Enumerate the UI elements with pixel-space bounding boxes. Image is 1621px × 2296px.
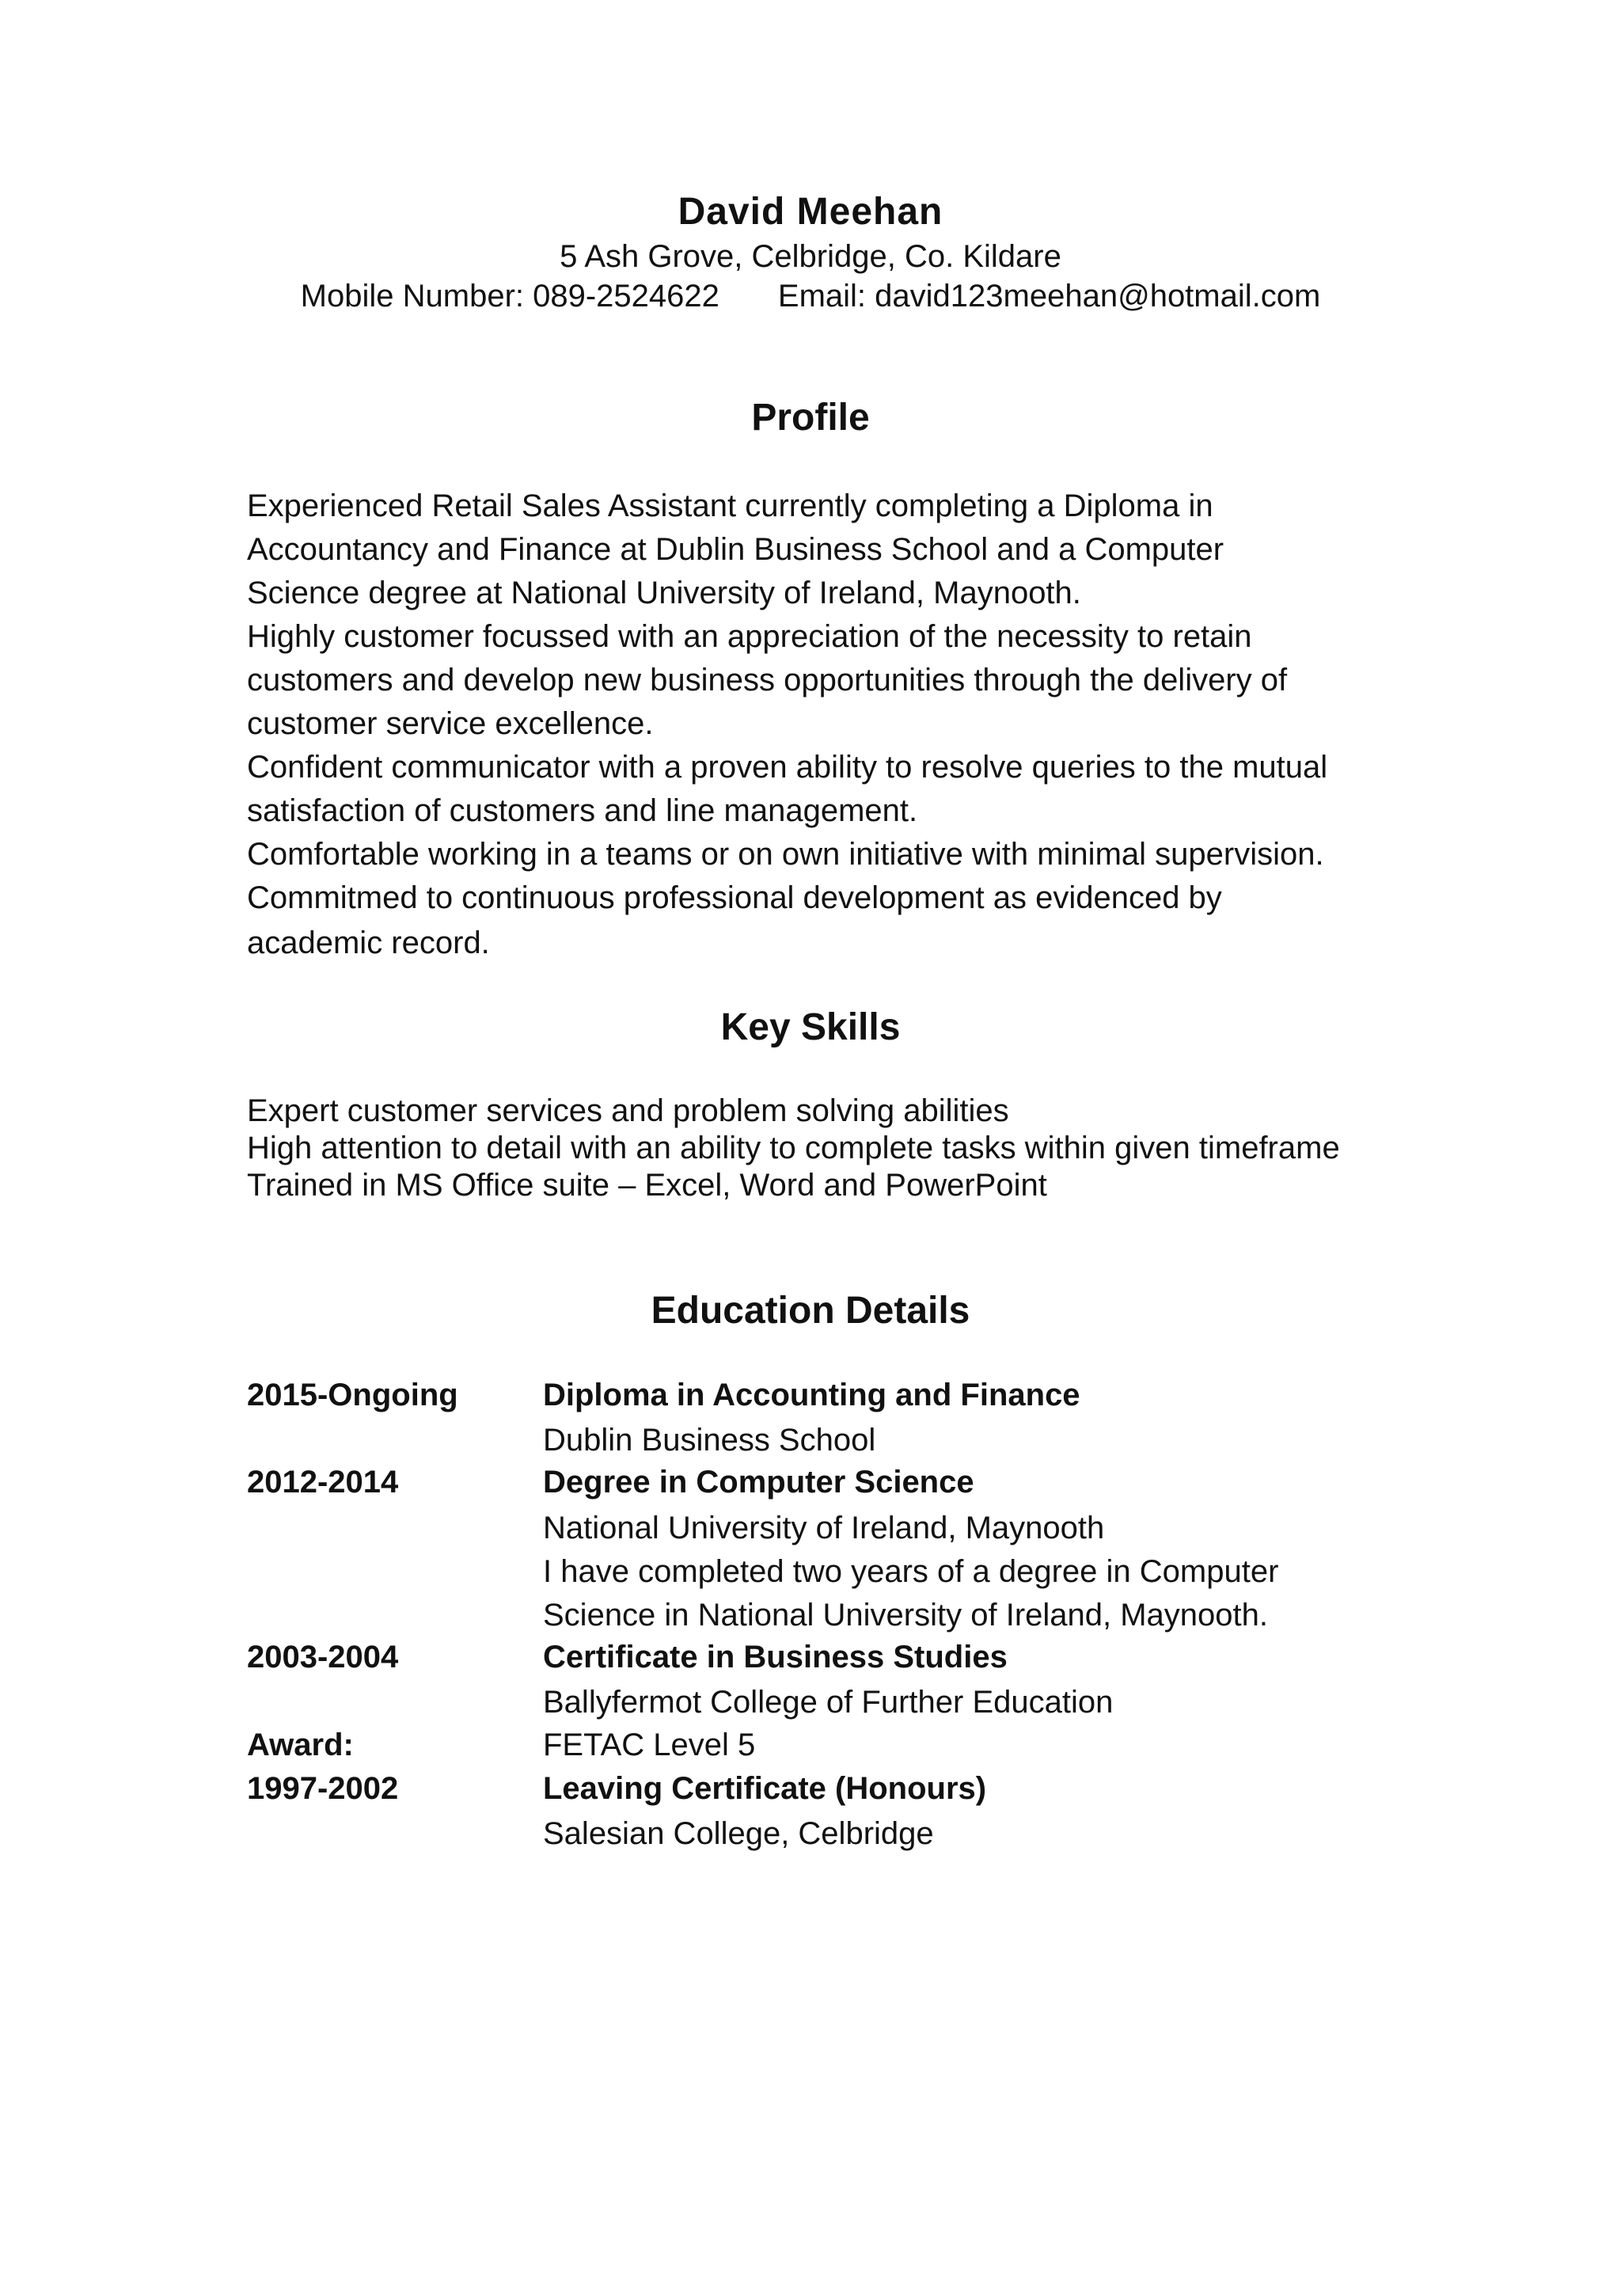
profile-line: Science degree at National University of Ireland, Maynooth. xyxy=(247,576,1081,610)
key-skills-heading: Key Skills xyxy=(720,1006,901,1048)
education-title: Leaving Certificate (Honours) xyxy=(543,1771,987,1806)
email-label: Email: xyxy=(777,279,867,314)
award-label: Award: xyxy=(247,1728,354,1762)
mobile-label: Mobile Number: xyxy=(300,279,524,314)
candidate-name: David Meehan xyxy=(678,191,943,233)
education-title: Degree in Computer Science xyxy=(543,1465,974,1500)
mobile-number: 089-2524622 xyxy=(533,279,719,314)
profile-line: Highly customer focussed with an appreciation of the necessity to retain xyxy=(247,619,1252,654)
email-address: david123meehan@hotmail.com xyxy=(875,279,1321,314)
education-note: Science in National University of Ireland, Maynooth. xyxy=(543,1598,1269,1633)
skill-item: Trained in MS Office suite – Excel, Word and PowerPoint xyxy=(247,1168,1047,1203)
skill-item: High attention to detail with an ability to complete tasks within given timeframe xyxy=(247,1131,1340,1165)
education-institution: National University of Ireland, Maynooth xyxy=(543,1511,1105,1545)
education-institution: Salesian College, Celbridge xyxy=(543,1816,934,1851)
award-value: FETAC Level 5 xyxy=(543,1728,756,1762)
education-title: Certificate in Business Studies xyxy=(543,1640,1008,1674)
education-year: 1997-2002 xyxy=(247,1771,399,1806)
key-skills-list xyxy=(247,1093,1434,1204)
profile-line: customer service excellence. xyxy=(247,706,654,741)
skill-item: Expert customer services and problem solving abilities xyxy=(247,1093,1009,1128)
profile-heading: Profile xyxy=(751,397,870,439)
address: 5 Ash Grove, Celbridge, Co. Kildare xyxy=(560,239,1061,274)
profile-line: Comfortable working in a teams or on own initiative with minimal supervision. xyxy=(247,837,1324,872)
education-institution: Ballyfermot College of Further Education xyxy=(543,1685,1114,1720)
profile-text xyxy=(247,485,1434,965)
profile-line: Confident communicator with a proven ability to resolve queries to the mutual xyxy=(247,750,1328,785)
profile-line: satisfaction of customers and line management. xyxy=(247,793,918,828)
education-institution: Dublin Business School xyxy=(543,1423,876,1458)
profile-line: Commitmed to continuous professional development as evidenced by xyxy=(247,880,1222,915)
profile-line: customers and develop new business opportunities through the delivery of xyxy=(247,663,1288,698)
profile-line: Experienced Retail Sales Assistant currently completing a Diploma in xyxy=(247,488,1213,523)
education-title: Diploma in Accounting and Finance xyxy=(543,1378,1080,1412)
education-year: 2003-2004 xyxy=(247,1640,399,1674)
education-heading: Education Details xyxy=(651,1290,970,1332)
education-note: I have completed two years of a degree in Computer xyxy=(543,1554,1279,1589)
education-year: 2015-Ongoing xyxy=(247,1378,458,1412)
education-year: 2012-2014 xyxy=(247,1465,399,1500)
profile-line: academic record. xyxy=(247,926,490,960)
contact-line xyxy=(0,279,1621,314)
profile-line: Accountancy and Finance at Dublin Business School and a Computer xyxy=(247,532,1224,567)
